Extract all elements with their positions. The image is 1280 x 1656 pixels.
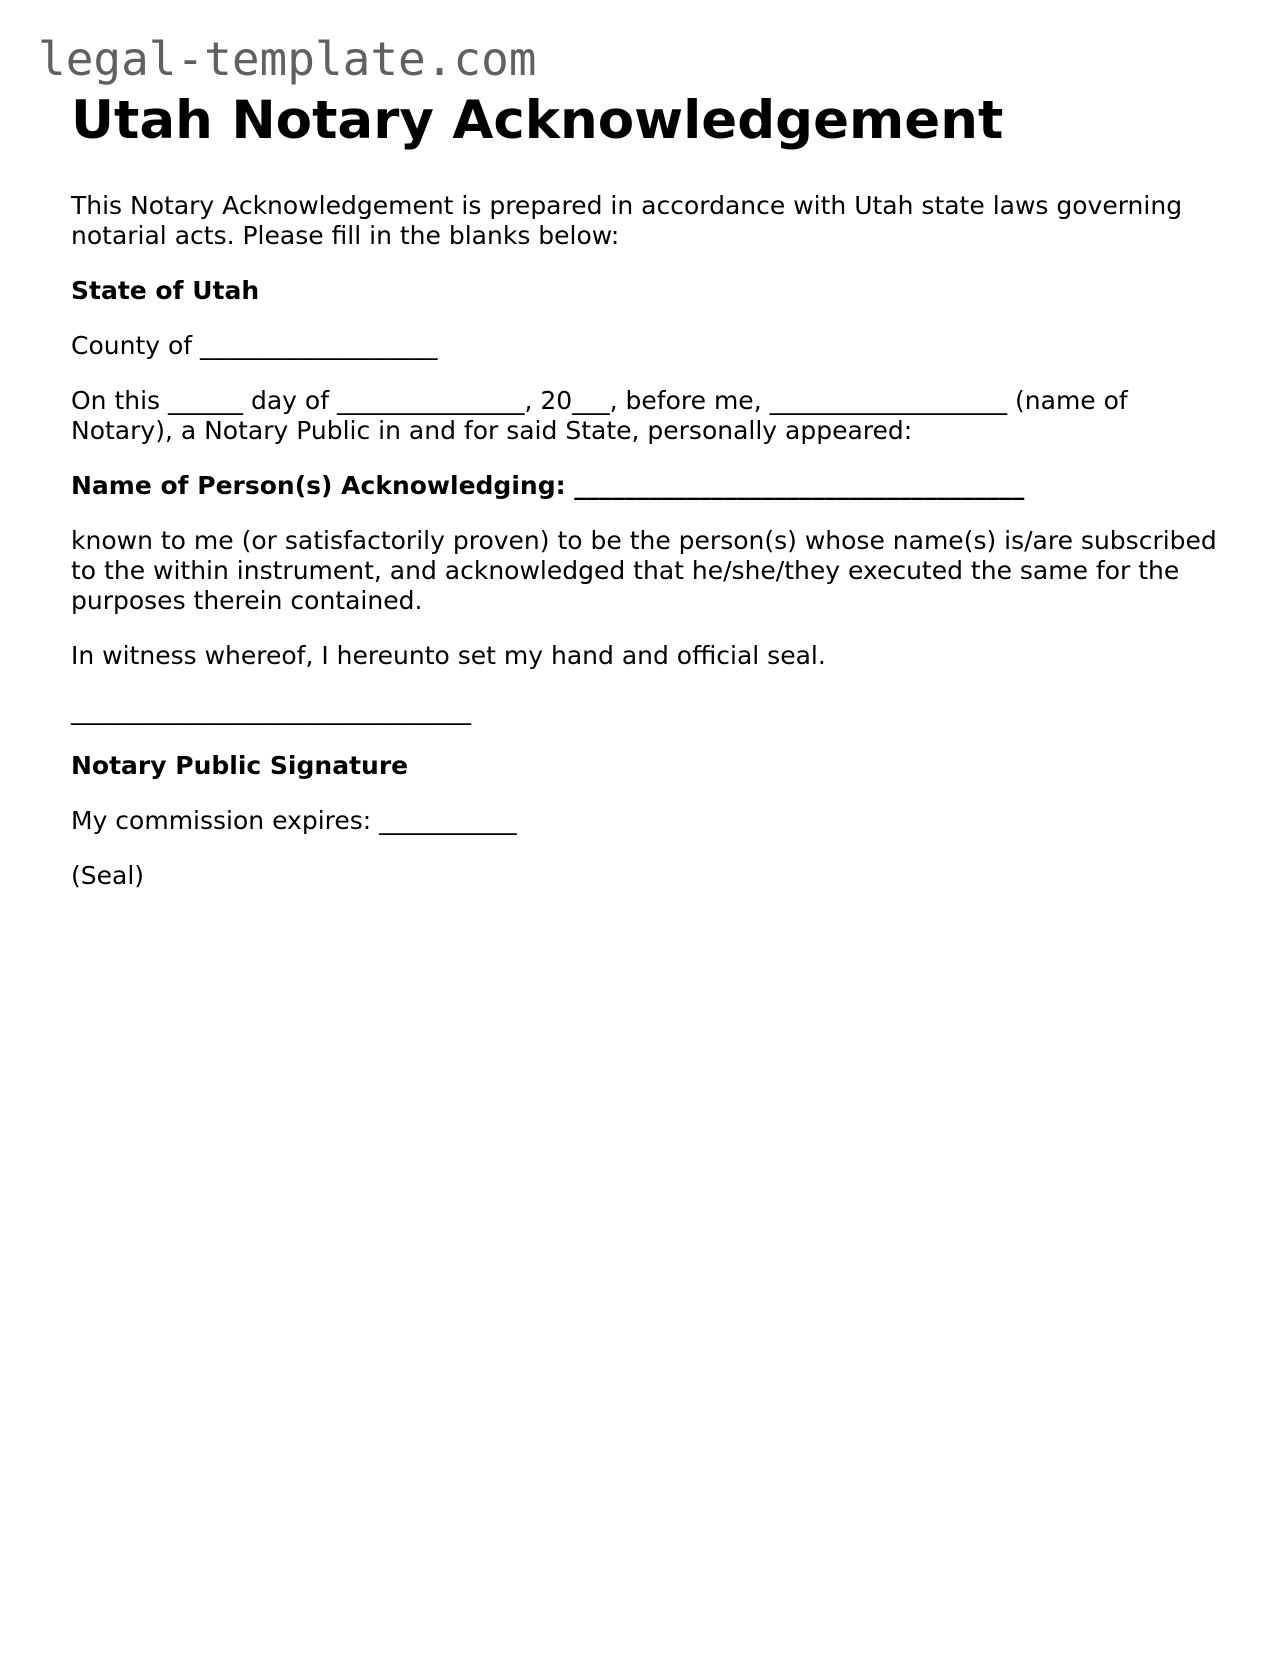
acknowledging-name-field: Name of Person(s) Acknowledging: ____________________________________ <box>71 471 1025 500</box>
document-body <box>71 90 1221 916</box>
state-heading: State of Utah <box>71 276 260 305</box>
commission-expiry-field: My commission expires: ___________ <box>71 806 517 835</box>
witness-paragraph: In witness whereof, I hereunto set my hand and official seal. <box>71 641 826 670</box>
signature-line: ________________________________ <box>71 696 471 725</box>
acknowledgement-paragraph: known to me (or satisfactorily proven) to be the person(s) whose name(s) is/are subscribed to the within instrument, and acknowledged that he/she/they executed the same for the purposes therein contained. <box>71 526 1217 615</box>
page-title: Utah Notary Acknowledgement <box>71 90 1004 151</box>
appearance-paragraph: On this ______ day of _______________, 20___, before me, ___________________ (name of Notary), a Notary Public in and for said State, personally appeared: <box>71 386 1128 445</box>
intro-paragraph: This Notary Acknowledgement is prepared in accordance with Utah state laws governing notarial acts. Please fill in the blanks below: <box>71 191 1183 250</box>
seal-placeholder: (Seal) <box>71 861 145 890</box>
watermark-logo: legal-template.com <box>38 32 537 86</box>
signature-label: Notary Public Signature <box>71 751 409 780</box>
county-field: County of ___________________ <box>71 331 438 360</box>
